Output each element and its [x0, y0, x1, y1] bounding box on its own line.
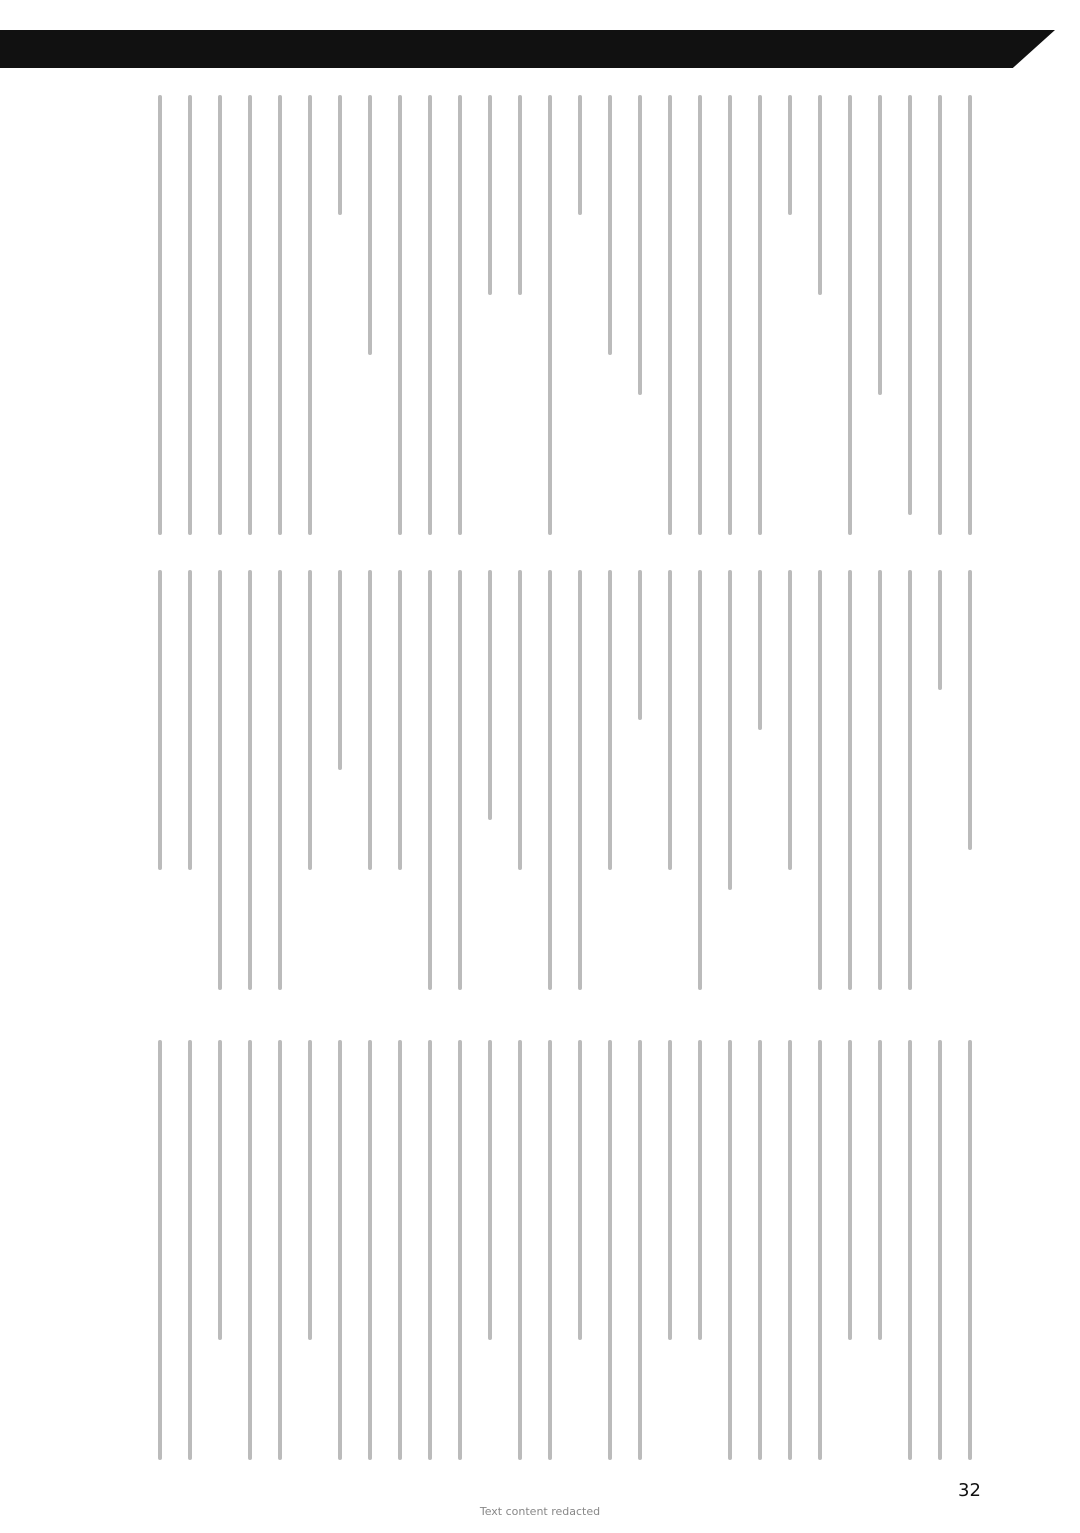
text-column [835, 95, 865, 535]
text-column [445, 1040, 475, 1460]
redacted-text-line [758, 95, 762, 535]
text-column [535, 1040, 565, 1460]
text-column [595, 570, 625, 1000]
redacted-text-line [158, 95, 162, 535]
text-column [595, 1040, 625, 1460]
redacted-text-line [398, 570, 402, 870]
redacted-text-line [428, 95, 432, 535]
redacted-text-line [938, 570, 942, 690]
redacted-text-line [308, 570, 312, 870]
redacted-text-line [698, 570, 702, 990]
text-column [835, 570, 865, 1000]
redacted-text-line [398, 95, 402, 535]
redacted-text-line [548, 570, 552, 990]
redacted-text-line [968, 95, 972, 535]
text-column [505, 95, 535, 535]
redacted-text-line [458, 95, 462, 535]
redacted-text-line [188, 570, 192, 870]
text-column [715, 570, 745, 1000]
text-column [655, 570, 685, 1000]
text-column [955, 570, 985, 1000]
redacted-text-line [248, 95, 252, 535]
redacted-text-line [458, 1040, 462, 1460]
text-column [295, 1040, 325, 1460]
text-band-middle [85, 570, 985, 1000]
text-column [805, 1040, 835, 1460]
redacted-text-line [908, 570, 912, 990]
redacted-text-line [578, 570, 582, 990]
text-column [475, 570, 505, 1000]
redacted-text-line [518, 1040, 522, 1460]
redacted-text-line [158, 570, 162, 870]
redacted-text-line [488, 1040, 492, 1340]
text-column [685, 95, 715, 535]
text-column [235, 570, 265, 1000]
text-column [595, 95, 625, 535]
text-column [235, 95, 265, 535]
text-column [895, 95, 925, 535]
redacted-text-line [188, 1040, 192, 1460]
text-column [745, 95, 775, 535]
redaction-notice: Text content redacted [479, 1505, 601, 1518]
text-column [175, 1040, 205, 1460]
text-column [295, 570, 325, 1000]
text-column [175, 570, 205, 1000]
text-column [475, 1040, 505, 1460]
text-column [865, 95, 895, 535]
redacted-text-line [968, 570, 972, 850]
text-column [325, 95, 355, 535]
redacted-text-line [428, 1040, 432, 1460]
text-column [355, 1040, 385, 1460]
redacted-text-line [278, 1040, 282, 1460]
redacted-text-line [338, 95, 342, 215]
text-column [535, 95, 565, 535]
text-column [355, 570, 385, 1000]
text-column [505, 1040, 535, 1460]
text-column [745, 570, 775, 1000]
redacted-text-line [188, 95, 192, 535]
redacted-text-line [848, 570, 852, 990]
text-column [385, 95, 415, 535]
text-column [625, 1040, 655, 1460]
redacted-text-line [638, 570, 642, 720]
redacted-text-line [488, 95, 492, 295]
text-column [565, 1040, 595, 1460]
text-column [325, 1040, 355, 1460]
text-column [565, 570, 595, 1000]
text-column [655, 1040, 685, 1460]
redacted-text-line [908, 95, 912, 515]
text-column [445, 95, 475, 535]
redacted-text-line [578, 95, 582, 215]
redacted-text-line [578, 1040, 582, 1340]
text-column [805, 570, 835, 1000]
text-column [835, 1040, 865, 1460]
redacted-text-line [818, 95, 822, 295]
text-column [625, 570, 655, 1000]
text-column [685, 570, 715, 1000]
text-column [505, 570, 535, 1000]
redacted-text-line [788, 570, 792, 870]
redacted-text-line [668, 1040, 672, 1340]
redacted-text-line [668, 95, 672, 535]
text-column [145, 1040, 175, 1460]
text-column [775, 570, 805, 1000]
text-column [145, 95, 175, 535]
text-column [775, 95, 805, 535]
redacted-text-line [248, 1040, 252, 1460]
redacted-text-line [518, 95, 522, 295]
text-column [205, 1040, 235, 1460]
redacted-text-line [548, 95, 552, 535]
text-column [415, 1040, 445, 1460]
redacted-text-line [278, 95, 282, 535]
text-column [565, 95, 595, 535]
text-column [415, 570, 445, 1000]
header-bar [0, 30, 1055, 68]
text-column [745, 1040, 775, 1460]
text-column [925, 570, 955, 1000]
text-column [265, 1040, 295, 1460]
redacted-text-line [608, 570, 612, 870]
text-band-top [85, 95, 985, 535]
redacted-text-line [728, 570, 732, 890]
redacted-text-line [938, 1040, 942, 1460]
text-column [955, 1040, 985, 1460]
text-column [895, 570, 925, 1000]
redacted-text-line [788, 1040, 792, 1460]
text-column [175, 95, 205, 535]
redacted-text-line [338, 570, 342, 770]
redacted-text-line [668, 570, 672, 870]
redacted-text-line [728, 95, 732, 535]
redacted-text-line [608, 95, 612, 355]
redacted-text-line [218, 1040, 222, 1340]
redacted-text-line [368, 1040, 372, 1460]
text-column [775, 1040, 805, 1460]
redacted-text-line [698, 95, 702, 535]
text-column [445, 570, 475, 1000]
redacted-text-line [368, 95, 372, 355]
redacted-text-line [248, 570, 252, 990]
redacted-text-line [638, 95, 642, 395]
redacted-text-line [758, 570, 762, 730]
redacted-text-line [878, 95, 882, 395]
redacted-text-line [158, 1040, 162, 1460]
redacted-text-line [338, 1040, 342, 1460]
redacted-text-line [278, 570, 282, 990]
text-band-bottom [85, 1040, 985, 1460]
redacted-text-line [608, 1040, 612, 1460]
text-column [865, 570, 895, 1000]
redacted-text-line [908, 1040, 912, 1460]
redacted-text-line [938, 95, 942, 535]
text-column [235, 1040, 265, 1460]
text-column [925, 1040, 955, 1460]
text-column [325, 570, 355, 1000]
redacted-text-line [218, 570, 222, 990]
redacted-text-line [488, 570, 492, 820]
redacted-text-line [398, 1040, 402, 1460]
redacted-text-line [458, 570, 462, 990]
text-column [415, 95, 445, 535]
text-column [715, 1040, 745, 1460]
redacted-text-line [818, 1040, 822, 1460]
redacted-text-line [698, 1040, 702, 1340]
text-column [865, 1040, 895, 1460]
redacted-text-line [968, 1040, 972, 1460]
text-column [685, 1040, 715, 1460]
text-column [895, 1040, 925, 1460]
text-column [475, 95, 505, 535]
redacted-text-line [818, 570, 822, 990]
redacted-text-line [218, 95, 222, 535]
redacted-text-line [878, 570, 882, 990]
text-column [535, 570, 565, 1000]
redacted-text-line [848, 1040, 852, 1340]
redacted-text-line [848, 95, 852, 535]
text-column [655, 95, 685, 535]
text-column [205, 95, 235, 535]
redacted-text-line [548, 1040, 552, 1460]
redacted-text-line [638, 1040, 642, 1460]
redacted-text-line [728, 1040, 732, 1460]
redacted-text-line [308, 95, 312, 535]
text-column [955, 95, 985, 535]
text-column [145, 570, 175, 1000]
redacted-text-line [788, 95, 792, 215]
text-column [385, 570, 415, 1000]
text-column [295, 95, 325, 535]
redacted-text-line [878, 1040, 882, 1340]
text-column [385, 1040, 415, 1460]
text-column [265, 95, 295, 535]
text-column [715, 95, 745, 535]
text-column [265, 570, 295, 1000]
text-column [625, 95, 655, 535]
text-column [355, 95, 385, 535]
redacted-text-line [758, 1040, 762, 1460]
page-number: 32 [958, 1480, 981, 1501]
text-column [925, 95, 955, 535]
text-column [805, 95, 835, 535]
redacted-text-line [368, 570, 372, 870]
redacted-text-line [518, 570, 522, 870]
text-column [205, 570, 235, 1000]
redacted-text-line [308, 1040, 312, 1340]
redacted-text-line [428, 570, 432, 990]
